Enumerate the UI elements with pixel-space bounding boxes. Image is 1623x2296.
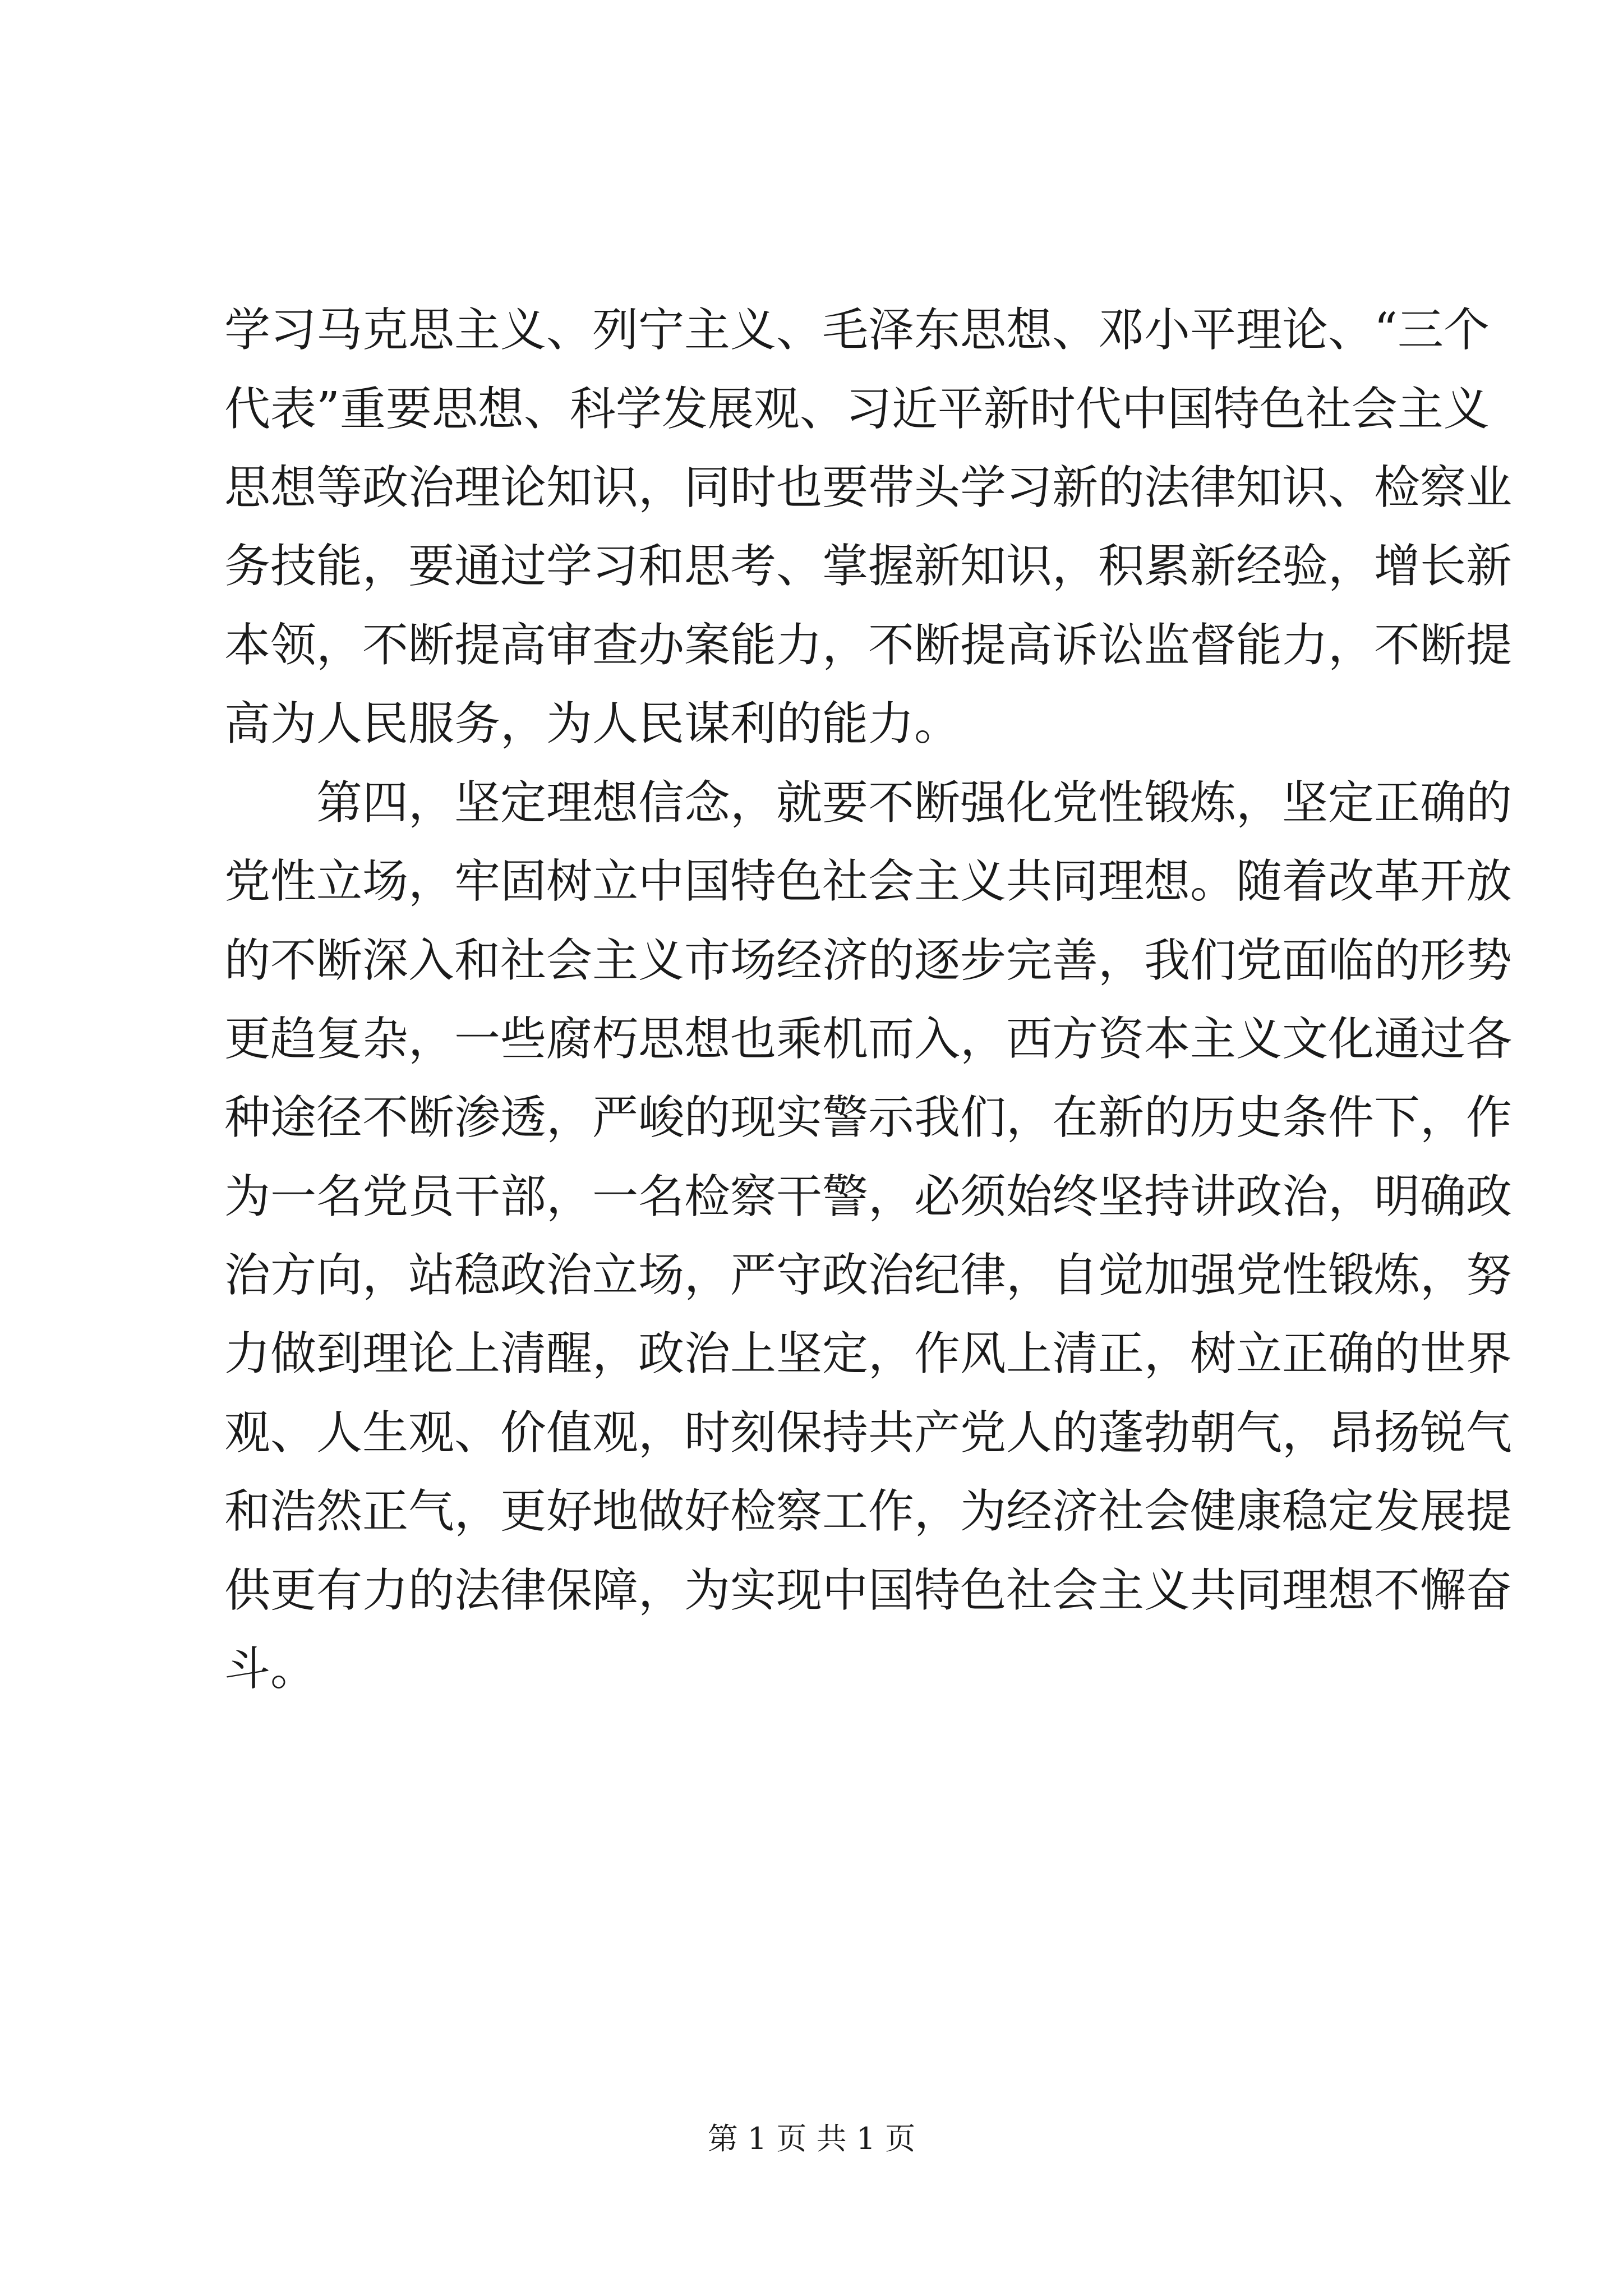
text-line: 务技能，要通过学习和思考、掌握新知识，积累新经验，增长新	[224, 540, 1513, 593]
text-line: 第四，坚定理想信念，就要不断强化党性锻炼，坚定正确的	[316, 776, 1513, 830]
text-line: 代表”重要思想、科学发展观、习近平新时代中国特色社会主义	[224, 383, 1490, 436]
text-line: 党性立场，牢固树立中国特色社会主义共同理想。随着改革开放	[224, 855, 1513, 908]
text-line: 种途径不断渗透，严峻的现实警示我们，在新的历史条件下，作	[224, 1091, 1513, 1144]
page-number-footer: 第 1 页 共 1 页	[707, 2121, 916, 2156]
text-line: 供更有力的法律保障，为实现中国特色社会主义共同理想不懈奋	[224, 1564, 1513, 1617]
text-line: 治方向，站稳政治立场，严守政治纪律，自觉加强党性锻炼，努	[224, 1249, 1513, 1302]
text-line: 力做到理论上清醒，政治上坚定，作风上清正，树立正确的世界	[224, 1327, 1513, 1381]
text-line: 观、人生观、价值观，时刻保持共产党人的蓬勃朝气，昂扬锐气	[224, 1406, 1513, 1460]
text-line: 更趋复杂，一些腐朽思想也乘机而入，西方资本主义文化通过各	[224, 1013, 1513, 1066]
text-line: 本领，不断提高审查办案能力，不断提高诉讼监督能力，不断提	[224, 619, 1513, 672]
text-line: 学习马克思主义、列宁主义、毛泽东思想、邓小平理论、“三个	[224, 303, 1490, 357]
text-line: 思想等政治理论知识，同时也要带头学习新的法律知识、检察业	[224, 461, 1513, 514]
text-line: 斗。	[224, 1642, 317, 1696]
text-line: 的不断深入和社会主义市场经济的逐步完善，我们党面临的形势	[224, 934, 1513, 987]
text-line: 高为人民服务，为人民谋利的能力。	[224, 697, 961, 751]
text-line: 为一名党员干部，一名检察干警，必须始终坚持讲政治，明确政	[224, 1170, 1513, 1223]
text-line: 和浩然正气，更好地做好检察工作，为经济社会健康稳定发展提	[224, 1485, 1513, 1538]
